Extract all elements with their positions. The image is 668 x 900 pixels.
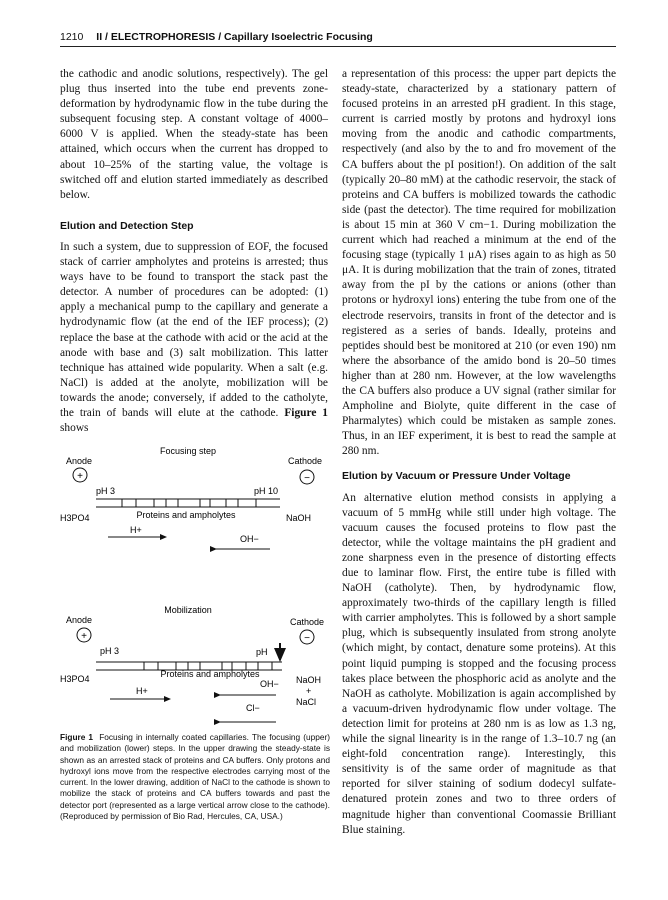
paragraph: An alternative elution method consists in applying a vacuum of 5 mmHg while still under high voltage. The vacuum causes the focused proteins to flow past the detector, while the voltage maintains the pH gradient and zone sharpness even in the presence of distorting effects due to laminar flow. First, the entire tube is filled with NaOH (catholyte). Then, by hydrodynamic flow, approximately two-thirds of the capillary length is filled with carrier ampholytes. This is followed by a short sample plug, which is subsequently insulated from strong anolyte (which might, by contact, denature some proteins). At this point liquid pumping is stopped and the focusing process takes place between the phosphoric acid as anolyte and the NaOH as catholyte. Mobilization is again accomplished by a vacuum-driven hydrodynamic flow under voltage. The detection limit for proteins at 280 nm is as low as 1.3 ng, while the signal linearity is in the range of 1.3–10.7 ng (an eight-fold concentration range). Interestingly, this sensitivity is of the same order of magnitude as that reported for silver staining of sodium dodecyl sulfate-denatured protein zones and two to three orders of magnitude higher than conventional Coomassie Brilliant Blue staining. — [342, 491, 616, 836]
band-label: Proteins and ampholytes — [160, 669, 260, 679]
plus-sign: + — [81, 631, 87, 642]
proton-label: H+ — [130, 525, 142, 535]
plus-sign: + — [306, 686, 312, 696]
running-header — [60, 31, 616, 47]
figure-1 — [60, 440, 328, 730]
paragraph — [60, 240, 328, 436]
left-column — [60, 67, 328, 436]
cathode-label: Cathode — [287, 456, 322, 466]
focusing-step-title: Focusing step — [159, 446, 217, 456]
cathode-label: Cathode — [289, 617, 324, 627]
figure-caption — [60, 732, 330, 822]
paragraph: a representation of this process: the upper part depicts the steady-state, characterized by a stationary pattern of focused proteins in an arrested pH gradient. In this stage, current is carried mostly by protons and hydroxyl ions moving from the anodic and cathodic compartments, respectively (and also by the to and fro movement of the CA buffers about the pI position!). On addition of the salt (typically 20–80 mM) at the cathodic reservoir, the stack of proteins and CA buffers is mobilized towards the cathodic side (past the detector). The time required for mobilization is about 15 min at 360 V cm−1. During mobilization the current which had reached a minimum at the end of the focusing stage (typically 1 μA) rises again to as high as 50 μA. It is during mobilization that the train of zones, titrated away from the pI by the cations or anions (other than protons or hydroxyl ions) entering the tube from one of the electrode reservoirs, transits in front of the detector and is registered as a series of bands. Ideally, proteins and peptides should best be monitored at 210 (or even 190) nm where the absorbance of the amido bond is 20–50 times higher than at 280 nm. However, at the low wavelengths the CA buffers also produce a UV signal (rather similar for Ampholine and Biolyte, quite different in the case of Pharmalytes) which could be mistaken as sample zones. Thus, in an IEF experiment, it is best to read the sample at 280 nm. — [342, 68, 616, 458]
ph-high-label: pH 10 — [254, 486, 279, 496]
ph-low-label: pH 3 — [100, 646, 120, 656]
page-number: 1210 — [60, 31, 84, 43]
caption-text: Focusing in internally coated capillaries. The focusing (upper) and mobilization (lower) steps. In the upper drawing the steady-state is shown as an arrested stack of proteins and CA buffers. Only protons and hydroxyl ions move from the respective electrodes carrying most of the current. In the lower drawing, addition of NaCl to the cathode is shown to mobilize the stack of proteins and CA buffers towards and past the detector port (represented as a large vertical arrow close to the cathode). (Reproduced by permission of Bio Rad, Hercules, CA, USA.) — [60, 732, 330, 822]
proton-label: H+ — [136, 686, 148, 696]
salt-label: NaCl — [296, 697, 317, 707]
catholyte-label: NaOH — [286, 513, 312, 523]
caption-label: Figure 1 — [60, 732, 94, 742]
plus-sign: + — [77, 471, 83, 482]
band-label: Proteins and ampholytes — [136, 510, 236, 520]
focused-bands — [122, 499, 256, 507]
ph-label: pH — [256, 647, 268, 657]
anolyte-label: H3PO4 — [60, 513, 90, 523]
figure-reference: Figure 1 — [284, 406, 328, 419]
minus-sign: − — [304, 633, 310, 644]
section-heading: Elution by Vacuum or Pressure Under Voltage — [342, 470, 571, 483]
hydroxyl-label: OH− — [240, 534, 259, 544]
chloride-label: Cl− — [246, 703, 260, 713]
figure-diagram — [60, 440, 328, 730]
paragraph: the cathodic and anodic solutions, respectively). The gel plug thus inserted into the tube end prevents zone-deformation by hydrodynamic flow in the tube during the subsequent focusing step. A constant voltage of 4000–6000 V is applied. When the steady-state has been attained, which occurs when the current has dropped to about 10–25% of the starting value, the voltage is switched off and elution started immediately as described below. — [60, 68, 328, 201]
paragraph-text: In such a system, due to suppression of EOF, the focused stack of carrier ampholytes and proteins is arrested; thus ways have to be found to transport the stack past the detector. A number of procedures can be adopted: (1) apply a mechanical pump to the capillary and generate a hydrodynamic flow (at the end of the IEF process); (2) replace the base at the cathode with acid or the acid at the anode with base and (3) salt mobilization. This latter technique has attained wide popularity. When a salt (e.g. NaCl) is added at the anolyte, mobilization will be towards the anode; conversely, if added to the catholyte, the train of bands will elute at the cathode. — [60, 240, 328, 419]
catholyte-label: NaOH — [296, 675, 322, 685]
minus-sign: − — [304, 473, 310, 484]
section-heading: Elution and Detection Step — [60, 219, 194, 232]
mobilization-title: Mobilization — [164, 605, 212, 615]
right-column — [342, 67, 616, 838]
anode-label: Anode — [66, 456, 93, 466]
paragraph-tail: shows — [60, 422, 89, 435]
section-title: II / ELECTROPHORESIS / Capillary Isoelectric Focusing — [96, 31, 373, 43]
anode-label: Anode — [66, 615, 93, 625]
hydroxyl-label: OH− — [260, 679, 279, 689]
ph-low-label: pH 3 — [96, 486, 116, 496]
anolyte-label: H3PO4 — [60, 674, 90, 684]
